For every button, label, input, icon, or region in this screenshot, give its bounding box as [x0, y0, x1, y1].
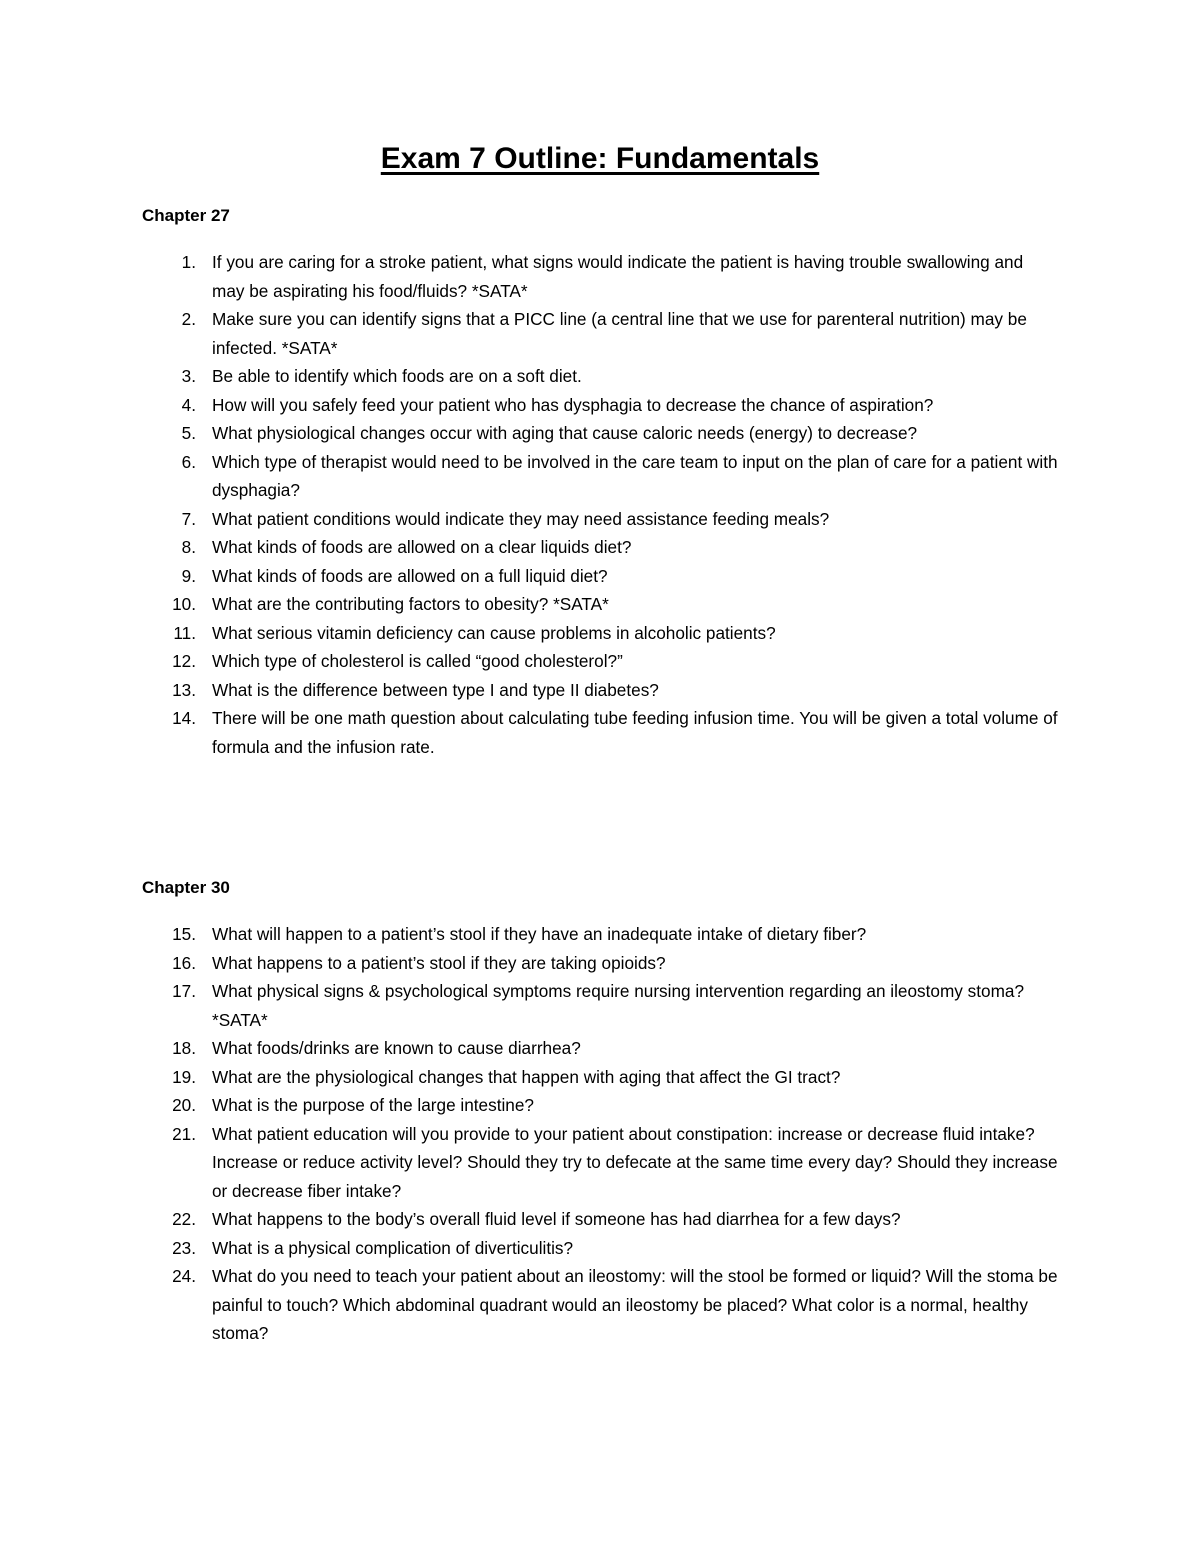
question-number: 9.	[181, 565, 196, 586]
list-item	[0, 949, 1200, 978]
question-text: What will happen to a patient’s stool if they have an inadequate intake of dietary fiber?	[212, 924, 867, 944]
list-item	[0, 419, 1200, 448]
question-text: What happens to a patient’s stool if they are taking opioids?	[212, 952, 666, 973]
question-text: What patient education will you provide to your patient about constipation: increase or decrease fluid intake? Increase or reduce activity level? Should they try to defecate at the same time every day? Should they increase or decrease fiber intake?	[212, 1123, 1058, 1201]
question-list	[0, 920, 1200, 1348]
question-text: Be able to identify which foods are on a soft diet.	[212, 366, 582, 386]
question-list	[0, 248, 1200, 761]
question-number: 14.	[172, 708, 196, 728]
question-text: What physiological changes occur with aging that cause caloric needs (energy) to decrease?	[212, 423, 918, 443]
list-item	[0, 1120, 1200, 1206]
question-number: 23.	[172, 1237, 196, 1258]
question-number: 11.	[173, 622, 196, 643]
chapter-heading: Chapter 30	[142, 878, 230, 897]
question-number: 8.	[181, 537, 196, 557]
list-item	[0, 1034, 1200, 1063]
question-number: 4.	[181, 394, 196, 415]
question-text: What do you need to teach your patient about an ileostomy: will the stool be formed or liquid? Will the stoma be painful to touch? Which abdominal quadrant would an ileostomy be placed? What color is a normal, healthy stoma?	[212, 1266, 1058, 1343]
page-title: Exam 7 Outline: Fundamentals	[380, 142, 820, 175]
question-number: 12.	[172, 651, 196, 671]
list-item	[0, 391, 1200, 420]
list-item	[0, 533, 1200, 562]
question-number: 3.	[181, 366, 196, 386]
question-number: 1.	[181, 252, 196, 272]
list-item	[0, 977, 1200, 1034]
list-item	[0, 505, 1200, 534]
list-item	[0, 1234, 1200, 1263]
question-text: What serious vitamin deficiency can cause problems in alcoholic patients?	[212, 622, 776, 643]
question-number: 19.	[172, 1066, 196, 1087]
question-text: What physical signs & psychological symptoms require nursing intervention regarding an ileostomy stoma? *SATA*	[212, 981, 1025, 1030]
question-number: 16.	[172, 952, 196, 973]
list-item	[0, 590, 1200, 619]
question-text: If you are caring for a stroke patient, what signs would indicate the patient is having trouble swallowing and may be aspirating his food/fluids? *SATA*	[212, 252, 1024, 301]
question-text: How will you safely feed your patient who has dysphagia to decrease the chance of aspiration?	[212, 394, 934, 415]
list-item	[0, 920, 1200, 949]
question-text: What are the contributing factors to obesity? *SATA*	[212, 594, 609, 614]
question-number: 13.	[172, 679, 196, 700]
list-item	[0, 362, 1200, 391]
question-number: 20.	[172, 1095, 196, 1115]
question-text: What are the physiological changes that happen with aging that affect the GI tract?	[212, 1066, 841, 1087]
question-text: There will be one math question about calculating tube feeding infusion time. You will be given a total volume of formula and the infusion rate.	[212, 708, 1058, 757]
question-text: What kinds of foods are allowed on a clear liquids diet?	[212, 537, 632, 557]
question-number: 7.	[181, 508, 196, 529]
question-number: 24.	[172, 1266, 196, 1286]
question-text: What is the purpose of the large intestine?	[212, 1095, 534, 1115]
question-number: 22.	[172, 1209, 196, 1229]
question-number: 15.	[172, 924, 196, 944]
list-item	[0, 1063, 1200, 1092]
question-number: 10.	[172, 594, 196, 614]
question-text: What is the difference between type I and type II diabetes?	[212, 679, 659, 700]
question-text: What kinds of foods are allowed on a full liquid diet?	[212, 565, 608, 586]
question-text: What foods/drinks are known to cause diarrhea?	[212, 1038, 581, 1058]
list-item	[0, 305, 1200, 362]
question-text: What patient conditions would indicate they may need assistance feeding meals?	[212, 508, 830, 529]
question-number: 18.	[172, 1038, 196, 1058]
list-item	[0, 647, 1200, 676]
list-item	[0, 619, 1200, 648]
chapter-heading: Chapter 27	[142, 206, 230, 225]
list-item	[0, 248, 1200, 305]
list-item	[0, 1262, 1200, 1348]
list-item	[0, 704, 1200, 761]
question-number: 2.	[181, 309, 196, 329]
list-item	[0, 562, 1200, 591]
question-number: 6.	[181, 451, 196, 472]
question-text: Make sure you can identify signs that a PICC line (a central line that we use for parenteral nutrition) may be infected. *SATA*	[212, 309, 1027, 358]
question-number: 21.	[172, 1123, 196, 1144]
list-item	[0, 1205, 1200, 1234]
question-text: Which type of therapist would need to be involved in the care team to input on the plan of care for a patient with dysphagia?	[212, 451, 1058, 500]
question-text: What is a physical complication of diverticulitis?	[212, 1237, 574, 1258]
list-item	[0, 448, 1200, 505]
list-item	[0, 676, 1200, 705]
list-item	[0, 1091, 1200, 1120]
question-number: 17.	[172, 981, 196, 1001]
question-text: Which type of cholesterol is called “good cholesterol?”	[212, 651, 623, 671]
question-number: 5.	[181, 423, 196, 443]
question-text: What happens to the body’s overall fluid level if someone has had diarrhea for a few days?	[212, 1209, 901, 1229]
